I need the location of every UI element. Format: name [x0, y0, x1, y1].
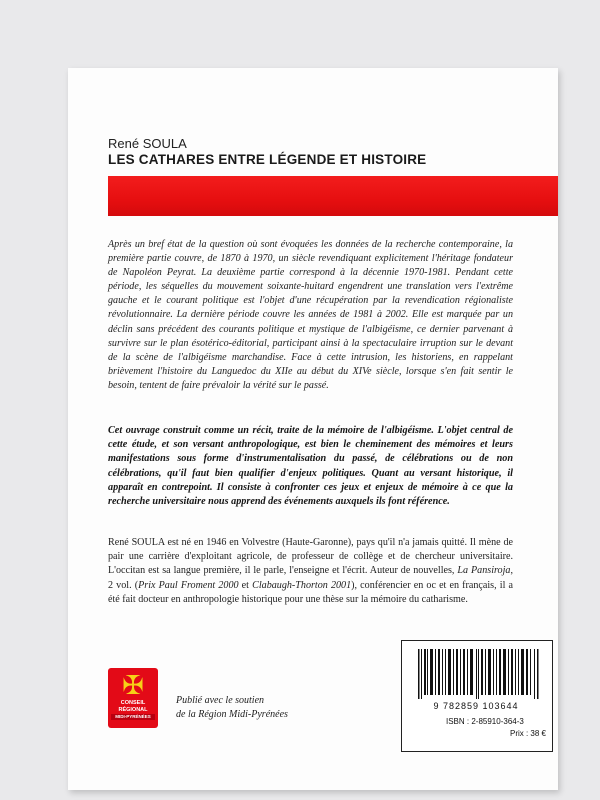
bio-text-2: , 2 vol. (	[108, 565, 513, 591]
author-name: René SOULA	[108, 136, 187, 151]
bio-prize-2: Clabaugh-Thorton 2001	[252, 579, 352, 591]
bio-prize-1: Prix Paul Froment 2000	[138, 579, 239, 591]
price-text: Prix : 38 €	[509, 729, 546, 738]
summary-paragraph: Après un bref état de la question où sont évoquées les données de la recherche contemporaine, la première partie couvre, de 1870 à 1970, un siècle revendiquant explicitement l'héritage fondateur de Napoléon Peyrat. La deuxième partie correspond à la décennie 1970-1981. Pendant cette période, les séquelles du mouvement soixante-huitard engendrent une translation vers l'extrême gauche et le courant politique est l'objet d'une récupération par la revendication régionaliste révolutionnaire. La dernière période couvre les années de 1981 à 2002. Elle est marquée par un déclin sans précédent des courants politique et mystique de l'albigéisme, ce dernier parvenant à survivre sur le plan ésotérico-éditorial, participant ainsi à la spectaculaire irruption sur le devant de la scène de l'albigéisme marchandise. Face à cette intrusion, les historiens, en rappelant brièvement l'histoire du Languedoc du XIIe au début du XIVe siècle, lorsque s'en fait sentir le besoin, tentent de faire prévaloir la vérité sur le passé.	[108, 239, 513, 391]
thesis-paragraph: Cet ouvrage construit comme un récit, traite de la mémoire de l'albigéisme. L'objet central de cette étude, et son versant anthropologique, est bien le cheminement des mémoires et leurs manifestations sous forme d'instrumentalisation du passé, de célébrations ou de non célébrations, qu'il faut bien qualifier d'enjeux politiques. Quant au versant historique, il apparaît en contrepoint. Il consiste à confronter ces jeux et enjeux de mémoire à ce que la recherche universitaire nous apprend des événements auxquels ils font référence.	[108, 425, 513, 508]
barcode-icon	[416, 649, 540, 699]
support-notice	[176, 694, 288, 722]
region-logo	[108, 668, 158, 728]
book-back-cover	[68, 68, 558, 790]
occitan-cross-icon: ✠	[122, 670, 144, 700]
author-bio	[108, 536, 513, 607]
logo-line-2: RÉGIONAL	[118, 706, 148, 713]
bio-book-title: La Pansiroja	[457, 565, 511, 577]
bio-text-1: René SOULA est né en 1946 en Volvestre (Haute-Garonne), pays qu'il n'a jamais quitté. Il mène de pair une carrière d'exploitant agricole, de professeur de collège et de chercheur universitaire. L'occitan est sa langue première, il le parle, l'enseigne et l'écrit. Auteur de nouvelles,	[108, 537, 513, 577]
book-title: LES CATHARES ENTRE LÉGENDE ET HISTOIRE	[108, 152, 427, 167]
bio-text-3: ), conférencier en oc et en français, il a été fait docteur en anthropologie historique pour une thèse sur la mémoire du catharisme.	[108, 579, 513, 605]
bio-and: et	[238, 579, 253, 591]
logo-line-3: MIDI-PYRÉNÉES	[111, 714, 155, 720]
red-band	[108, 176, 558, 216]
barcode-box	[401, 640, 553, 752]
support-line-2: de la Région Midi-Pyrénées	[176, 709, 288, 720]
barcode-number: 9 782859 103644	[433, 701, 519, 711]
isbn-text: ISBN : 2-85910-364-3	[446, 717, 524, 726]
logo-line-1: CONSEIL	[120, 700, 146, 706]
support-line-1: Publié avec le soutien	[176, 695, 265, 706]
